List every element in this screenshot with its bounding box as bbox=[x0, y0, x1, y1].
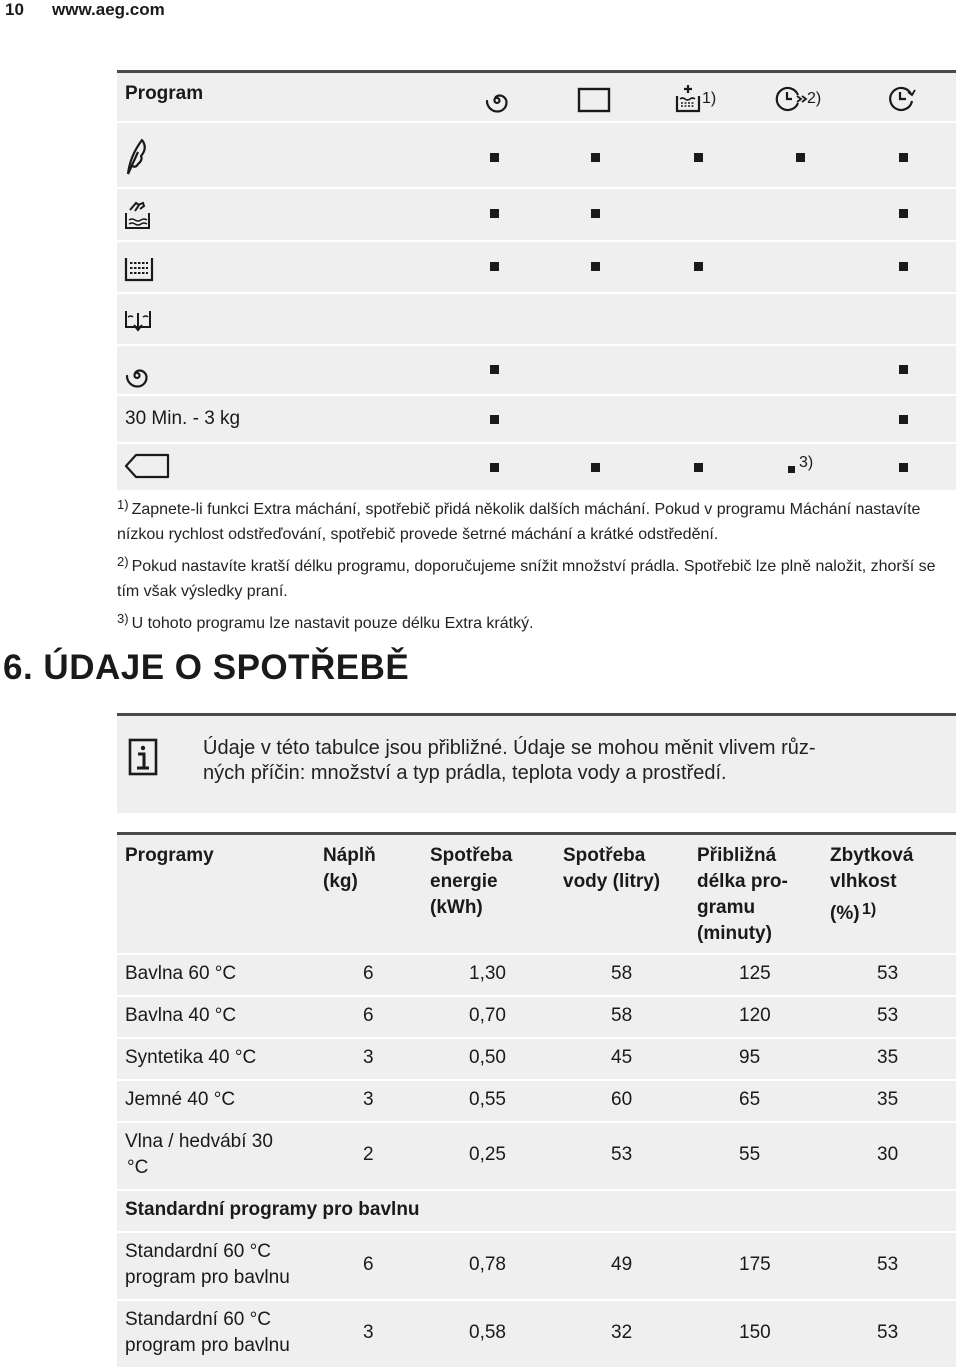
cell-load: 3 bbox=[363, 1089, 374, 1110]
program-header: Program bbox=[125, 83, 204, 104]
option-mark bbox=[899, 463, 908, 472]
cell-water: 60 bbox=[611, 1089, 633, 1110]
cell-moisture: 53 bbox=[877, 1005, 899, 1026]
eco-tag-note: 3) bbox=[799, 454, 814, 471]
column-header bbox=[563, 843, 660, 895]
cell-load: 6 bbox=[363, 1005, 374, 1026]
column-header-line: gramu bbox=[697, 897, 756, 918]
option-mark bbox=[796, 153, 805, 162]
column-header-line: Spotřeba bbox=[563, 845, 646, 866]
option-mark bbox=[490, 153, 499, 162]
column-header bbox=[323, 843, 376, 895]
cell-duration: 175 bbox=[739, 1254, 771, 1275]
option-mark bbox=[490, 415, 499, 424]
option-mark bbox=[694, 463, 703, 472]
column-header-line: Spotřeba bbox=[430, 845, 513, 866]
column-header bbox=[125, 843, 214, 869]
cell-water: 58 bbox=[611, 1005, 633, 1026]
option-mark bbox=[591, 463, 600, 472]
program-name: Vlna / hedvábí 30 °C bbox=[125, 1131, 273, 1178]
cell-energy: 0,50 bbox=[469, 1047, 506, 1068]
column-header bbox=[430, 843, 512, 921]
cell-duration: 95 bbox=[739, 1047, 761, 1068]
cell-moisture: 53 bbox=[877, 1254, 899, 1275]
footnote-1: $^{1)}$ Zapnete-li funkci Extra máchání, spotřebič přidá několik dalších máchání. Pokud v programu Máchání nastavíte nízkou rychlost odstřeďování, spotřebič provede šetrné máchání a krátké odstředění. bbox=[117, 497, 921, 543]
column-header-line: vody (litry) bbox=[563, 871, 661, 892]
footnotes bbox=[117, 492, 953, 636]
option-mark bbox=[694, 262, 703, 271]
option-mark bbox=[490, 365, 499, 374]
program-name: Syntetika 40 °C bbox=[125, 1047, 257, 1068]
cell-moisture: 53 bbox=[877, 963, 899, 984]
extra-rinse-note: 1) bbox=[702, 90, 717, 107]
program-name: Standardní 60 °C program pro bavlnu bbox=[125, 1309, 290, 1356]
cell-moisture: 35 bbox=[877, 1047, 899, 1068]
program-name: Bavlna 60 °C bbox=[125, 963, 237, 984]
cell-load: 3 bbox=[363, 1322, 374, 1343]
cell-water: 49 bbox=[611, 1254, 633, 1275]
cell-duration: 120 bbox=[739, 1005, 771, 1026]
column-header-line: (kWh) bbox=[430, 897, 483, 918]
option-mark bbox=[591, 262, 600, 271]
cell-load: 6 bbox=[363, 1254, 374, 1275]
spin-icon bbox=[124, 362, 150, 388]
section-title: 6. ÚDAJE O SPOTŘEBĚ bbox=[3, 648, 410, 687]
column-header-line: (minuty) bbox=[697, 923, 772, 944]
cell-moisture: 30 bbox=[877, 1144, 899, 1165]
column-header-line: délka pro- bbox=[697, 871, 788, 892]
info-text: Údaje v této tabulce jsou přibližné. Údaje se mohou měnit vlivem růz- ných příčin: množství a typ prádla, teplota vody a prostředí. bbox=[203, 737, 816, 784]
quick-program-label: 30 Min. - 3 kg bbox=[125, 408, 241, 429]
footnote-2: $^{2)}$ Pokud nastavíte kratší délku programu, doporučujeme snížit množství prádla. Spotřebič lze plně naložit, zhorší se tím však výsledky praní. bbox=[117, 554, 936, 600]
page-header bbox=[0, 0, 960, 20]
option-mark bbox=[899, 415, 908, 424]
column-header-line: Zbytková bbox=[830, 845, 914, 866]
footnote-3: $^{3)}$ U tohoto programu lze nastavit pouze délku Extra krátký. bbox=[117, 611, 534, 632]
option-mark bbox=[899, 365, 908, 374]
column-header-line: Náplň bbox=[323, 845, 376, 866]
cell-energy: 0,55 bbox=[469, 1089, 506, 1110]
cell-duration: 65 bbox=[739, 1089, 761, 1110]
delay-start-icon bbox=[887, 85, 917, 113]
time-save-icon bbox=[774, 85, 810, 113]
cell-water: 58 bbox=[611, 963, 633, 984]
hand-wash-wool-icon bbox=[124, 201, 152, 231]
column-header-line: (%) bbox=[830, 903, 860, 924]
column-header-line: vlhkost bbox=[830, 871, 897, 892]
cell-energy: 0,58 bbox=[469, 1322, 506, 1343]
drain-icon bbox=[124, 307, 152, 335]
column-header-line: Programy bbox=[125, 845, 214, 866]
page-number: 10 bbox=[5, 0, 24, 19]
column-header bbox=[697, 843, 788, 947]
cell-load: 3 bbox=[363, 1047, 374, 1068]
eco-tag-icon bbox=[124, 453, 170, 479]
program-name: Jemné 40 °C bbox=[125, 1089, 236, 1110]
info-icon bbox=[128, 738, 158, 776]
option-mark bbox=[591, 209, 600, 218]
delicates-feather-icon bbox=[124, 136, 150, 176]
cell-water: 53 bbox=[611, 1144, 633, 1165]
cell-moisture: 35 bbox=[877, 1089, 899, 1110]
cell-load: 6 bbox=[363, 963, 374, 984]
extra-rinse-icon bbox=[675, 84, 701, 114]
option-mark bbox=[490, 463, 499, 472]
time-manager-icon bbox=[577, 86, 611, 114]
cell-water: 45 bbox=[611, 1047, 633, 1068]
option-mark bbox=[899, 153, 908, 162]
info-box bbox=[117, 713, 956, 813]
header-url: www.aeg.com bbox=[52, 0, 165, 19]
cell-moisture: 53 bbox=[877, 1322, 899, 1343]
time-save-note: 2) bbox=[807, 90, 822, 107]
option-mark bbox=[899, 209, 908, 218]
options-table bbox=[117, 70, 956, 490]
cell-duration: 125 bbox=[739, 963, 771, 984]
cell-duration: 55 bbox=[739, 1144, 761, 1165]
cell-energy: 0,78 bbox=[469, 1254, 506, 1275]
cell-duration: 150 bbox=[739, 1322, 771, 1343]
option-mark bbox=[490, 209, 499, 218]
option-mark bbox=[899, 262, 908, 271]
option-mark bbox=[591, 153, 600, 162]
cell-load: 2 bbox=[363, 1144, 374, 1165]
consumption-table bbox=[117, 832, 956, 1367]
cell-energy: 1,30 bbox=[469, 963, 506, 984]
option-mark bbox=[490, 262, 499, 271]
option-mark bbox=[788, 466, 795, 473]
program-name: Standardní 60 °C program pro bavlnu bbox=[125, 1241, 290, 1288]
column-header-line: energie bbox=[430, 871, 498, 892]
header-note: 1) bbox=[862, 901, 877, 918]
option-mark bbox=[694, 153, 703, 162]
cell-energy: 0,25 bbox=[469, 1144, 506, 1165]
program-name: Bavlna 40 °C bbox=[125, 1005, 237, 1026]
cell-water: 32 bbox=[611, 1322, 633, 1343]
column-header-line: Přibližná bbox=[697, 845, 777, 866]
standard-programs-subheading: Standardní programy pro bavlnu bbox=[125, 1199, 420, 1220]
rinse-icon bbox=[124, 256, 154, 282]
column-header-line: (kg) bbox=[323, 871, 358, 892]
cell-energy: 0,70 bbox=[469, 1005, 506, 1026]
spin-icon bbox=[484, 87, 510, 113]
